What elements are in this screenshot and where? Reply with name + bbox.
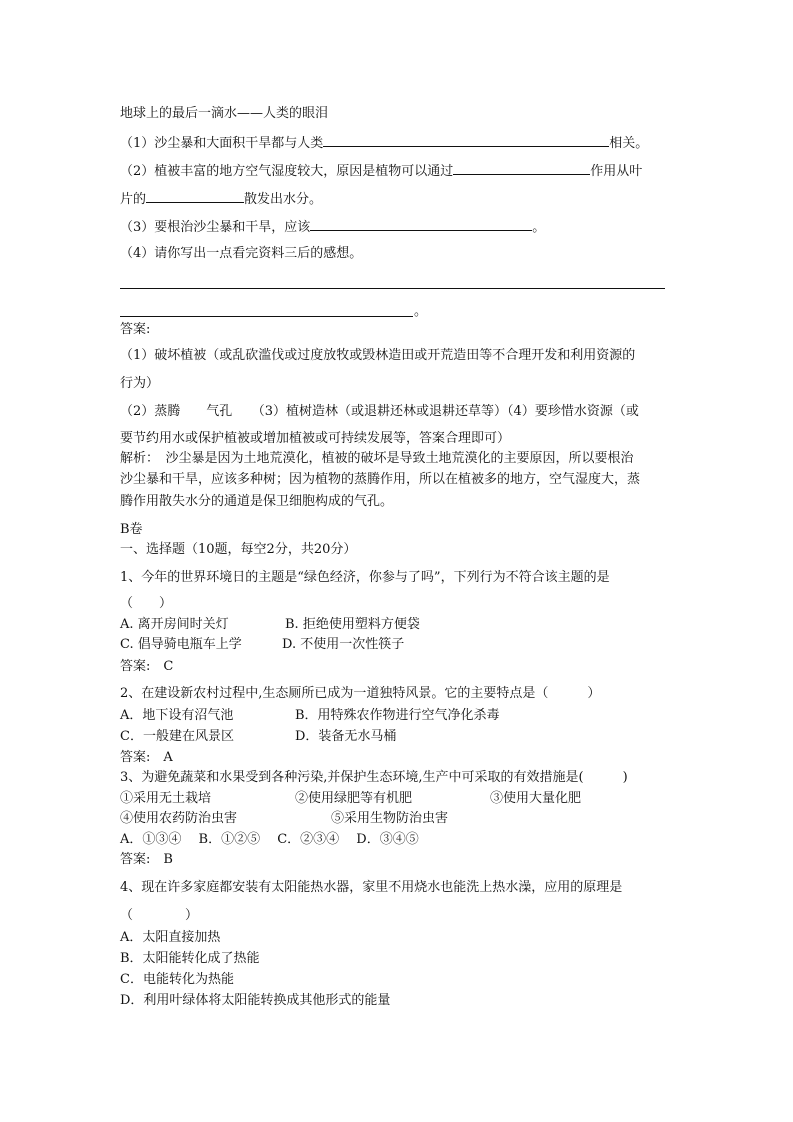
answer-1-line1: （1）破坏植被（或乱砍滥伐或过度放牧或毁林造田或开荒造田等不合理开发和利用资源的 [120,348,636,363]
mc-q1-paren: （ ） [120,596,173,611]
q2b-post: 散发出水分。 [244,192,323,207]
mc-q2-option-c: C．一般建在风景区 [120,729,234,744]
q2b-text: 片的 [120,192,147,207]
section-b-part1: 一、选择题（10题，每空2分，共20分） [120,542,357,557]
mc-q4-stem: 4、现在许多家庭都安装有太阳能热水器，家里不用烧水也能洗上热水澡，应用的原理是 [120,880,623,895]
mc-q3-item-3: ③使用大量化肥 [490,791,582,806]
q1-text: （1）沙尘暴和大面积干旱都与人类 [120,136,324,151]
mc-q2-option-d: D．装备无水马桶 [295,729,397,744]
mc-q2-option-a: A．地下设有沼气池 [120,708,234,723]
analysis-line1: 解析： 沙尘暴是因为土地荒漠化，植被的破坏是导致土地荒漠化的主要原因，所以要根治 [120,451,634,466]
mc-q3-item-5: ⑤采用生物防治虫害 [331,811,449,826]
q2-blank-2 [146,190,244,203]
mc-q4-option-b: B．太阳能转化成了热能 [120,951,260,966]
analysis-line3: 腾作用散失水分的通道是保卫细胞构成的气孔。 [120,494,394,509]
q4-answer-line-2 [120,316,413,317]
mc-q4-option-d: D．利用叶绿体将太阳能转换成其他形式的能量 [120,993,391,1008]
q3-text: （3）要根治沙尘暴和干旱，应该 [120,220,311,235]
mc-q1-option-a: A. 离开房间时关灯 [120,617,229,632]
q2-blank-1 [453,162,590,175]
question-2-line1 [120,162,642,180]
mc-q4-option-c: C．电能转化为热能 [120,972,234,987]
section-b-title: B卷 [120,522,143,537]
answer-label: 答案: [120,322,151,337]
q1-post: 相关。 [609,136,649,151]
q3-blank [310,218,532,231]
mc-q4-paren: （ ） [120,908,199,923]
mc-q3-item-4: ④使用农药防治虫害 [120,811,238,826]
analysis-line2: 沙尘暴和干旱，应该多种树；因为植物的蒸腾作用，所以在植被多的地方，空气湿度大，蒸 [120,472,641,487]
question-2-line2 [120,190,322,208]
reading-title: 地球上的最后一滴水——人类的眼泪 [120,106,329,121]
mc-q4-option-a: A．太阳直接加热 [120,930,221,945]
question-4: （4）请你写出一点看完资料三后的感想。 [120,246,363,261]
q2-text: （2）植被丰富的地方空气湿度较大，原因是植物可以通过 [120,164,454,179]
mc-q1-option-d: D. 不使用一次性筷子 [282,637,405,652]
mc-q1-answer: 答案: C [120,659,174,674]
mc-q3-stem: 3、为避免蔬菜和水果受到各种污染,并保护生态环境,生产中可采取的有效措施是( ) [120,770,628,785]
q2-post: 作用从叶 [590,164,643,179]
mc-q1-option-b: B. 拒绝使用塑料方便袋 [285,617,420,632]
mc-q3-item-1: ①采用无土栽培 [120,791,212,806]
answer-2-line2: 要节约用水或保护植被或增加植被或可持续发展等，答案合理即可） [120,431,511,446]
mc-q3-choices: A．①③④ B．①②⑤ C．②③④ D．③④⑤ [120,832,419,847]
mc-q2-stem: 2、在建设新农村过程中,生态厕所已成为一道独特风景。它的主要特点是（ ） [120,686,601,701]
answer-2-line1: （2）蒸腾 气孔 （3）植树造林（或退耕还林或退耕还草等）（4）要珍惜水资源（或 [120,404,639,419]
answer-1-line2: 行为） [120,376,160,391]
q4-answer-line-1 [120,288,665,289]
mc-q3-item-2: ②使用绿肥等有机肥 [295,791,413,806]
question-3 [120,218,545,236]
mc-q1-stem: 1、今年的世界环境日的主题是“绿色经济，你参与了吗”，下列行为不符合该主题的是 [120,570,610,585]
mc-q3-answer: 答案: B [120,852,173,867]
mc-q2-answer: 答案: A [120,750,173,765]
mc-q2-option-b: B．用特殊农作物进行空气净化杀毒 [295,708,500,723]
q1-blank [323,134,609,147]
question-1 [120,134,648,152]
q4-end-mark: 。 [414,304,428,319]
mc-q1-option-c: C. 倡导骑电瓶车上学 [120,637,242,652]
q3-post: 。 [532,220,546,235]
